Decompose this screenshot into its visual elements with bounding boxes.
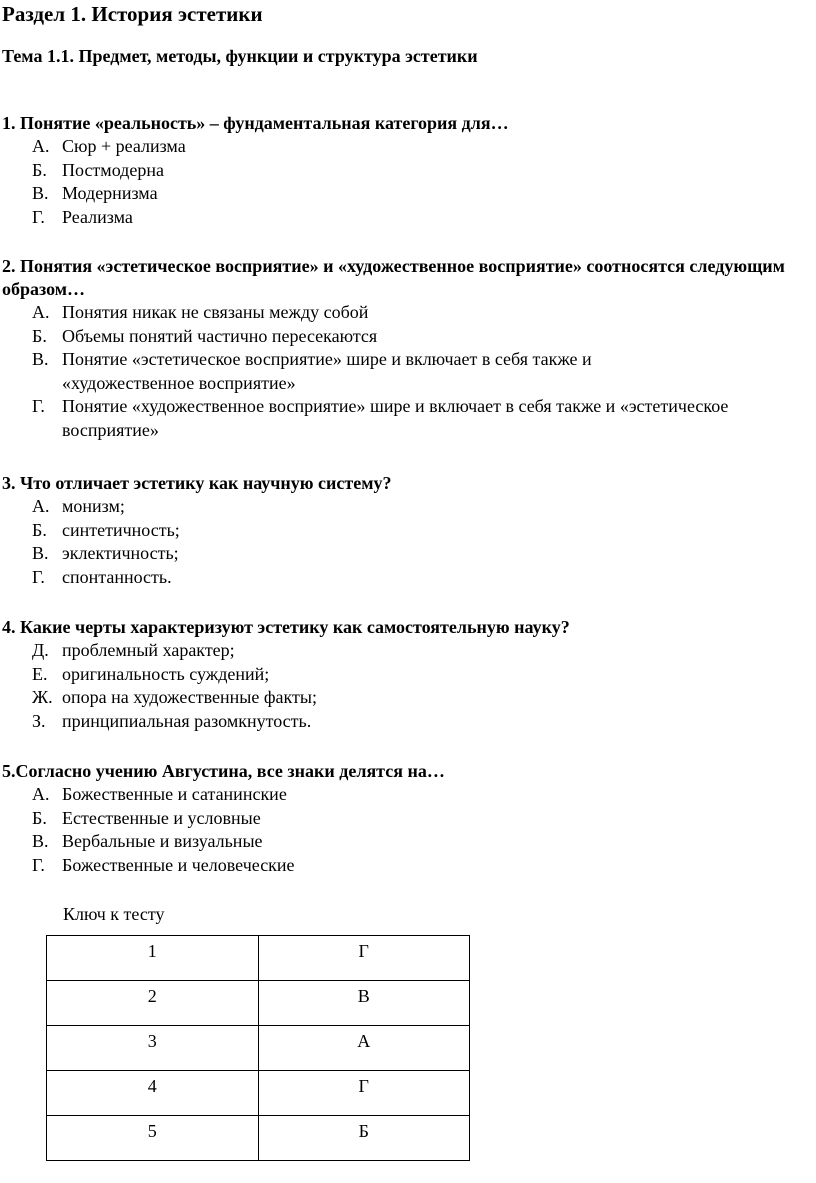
option-letter: А. [32, 136, 50, 156]
question-text: 1. Понятие «реальность» – фундаментальная категория для… [2, 113, 509, 133]
option-letter: Б. [32, 519, 47, 540]
option [2, 348, 702, 395]
option-letter: Д. [32, 640, 49, 660]
question-4 [2, 616, 802, 733]
option [2, 663, 802, 687]
option-letter: Ж. [32, 687, 53, 708]
option-letter: Е. [32, 663, 48, 684]
table-row [47, 981, 470, 1026]
options-list [2, 783, 802, 877]
question-text: 3. Что отличает эстетику как научную систему? [2, 473, 392, 493]
option-letter: Г. [32, 396, 45, 417]
question-text: 2. Понятия «эстетическое восприятие» и «художественное восприятие» соотносятся следующим образом… [2, 256, 785, 299]
option [2, 854, 802, 878]
option-letter: А. [32, 302, 50, 322]
option-letter: Г. [32, 566, 45, 587]
question-3 [2, 472, 802, 589]
answer-cell: А [258, 1026, 470, 1071]
options-list [2, 639, 802, 733]
option-letter: Б. [32, 807, 47, 828]
option-text: Модернизма [62, 183, 158, 204]
option-text: Объемы понятий частично пересекаются [62, 325, 378, 346]
option-letter: В. [32, 349, 49, 370]
option-text: Понятия никак не связаны между собой [62, 302, 369, 322]
question-2 [2, 255, 802, 443]
table-row [47, 1071, 470, 1116]
option-text: оригинальность суждений; [62, 663, 270, 684]
option [2, 159, 802, 183]
option-text: спонтанность. [62, 566, 172, 587]
option [2, 495, 802, 519]
option-text: Естественные и условные [62, 807, 261, 828]
option-text: Понятие «художественное восприятие» шире и включает в себя также и «эстетическое восприятие» [62, 396, 729, 440]
option-text: синтетичность; [62, 519, 180, 540]
option-text: Божественные и человеческие [62, 854, 295, 875]
answer-cell: Г [258, 936, 470, 981]
question-number-cell: 3 [47, 1026, 259, 1071]
section-title: Раздел 1. История эстетики [2, 2, 263, 26]
question-1 [2, 112, 802, 229]
option [2, 830, 802, 854]
answer-cell: Г [258, 1071, 470, 1116]
answer-cell: Б [258, 1116, 470, 1161]
option [2, 301, 802, 325]
question-number-cell: 2 [47, 981, 259, 1026]
option [2, 182, 802, 206]
question-number-cell: 1 [47, 936, 259, 981]
question-number-cell: 4 [47, 1071, 259, 1116]
option-letter: Г. [32, 854, 45, 875]
option-letter: В. [32, 183, 49, 204]
question-text: 4. Какие черты характеризуют эстетику как самостоятельную науку? [2, 617, 570, 637]
options-list [2, 135, 802, 229]
question-5 [2, 760, 802, 877]
option-letter: В. [32, 543, 49, 564]
option [2, 783, 802, 807]
option [2, 639, 802, 663]
options-list [2, 301, 802, 443]
answer-key-table [46, 935, 470, 1161]
option-letter: З. [32, 710, 46, 731]
option-text: эклектичность; [62, 543, 179, 564]
option-text: Божественные и сатанинские [62, 784, 287, 804]
option-text: принципиальная разомкнутость. [62, 710, 312, 731]
question-text: 5.Согласно учению Августина, все знаки делятся на… [2, 761, 445, 781]
option [2, 686, 802, 710]
option-letter: А. [32, 496, 50, 516]
option-letter: Б. [32, 159, 47, 180]
option [2, 519, 802, 543]
table-row [47, 1026, 470, 1071]
option-letter: А. [32, 784, 50, 804]
option-text: Понятие «эстетическое восприятие» шире и включает в себя также и «художественное восприятие» [62, 349, 592, 393]
option-text: Сюр + реализма [62, 136, 186, 156]
options-list [2, 495, 802, 589]
table-row [47, 1116, 470, 1161]
answer-key-caption: Ключ к тесту [63, 904, 165, 924]
table-row [47, 936, 470, 981]
answer-cell: В [258, 981, 470, 1026]
option-text: монизм; [62, 496, 125, 516]
option [2, 807, 802, 831]
question-number-cell: 5 [47, 1116, 259, 1161]
option [2, 566, 802, 590]
option [2, 325, 802, 349]
option [2, 542, 802, 566]
option-text: Постмодерна [62, 159, 164, 180]
option [2, 395, 732, 442]
option-text: опора на художественные факты; [62, 687, 317, 708]
option-letter: Б. [32, 325, 47, 346]
option-text: проблемный характер; [62, 640, 235, 660]
topic-title: Тема 1.1. Предмет, методы, функции и структура эстетики [2, 46, 478, 66]
option [2, 135, 802, 159]
option-text: Вербальные и визуальные [62, 831, 263, 852]
option [2, 710, 802, 734]
option-letter: Г. [32, 206, 45, 227]
option-letter: В. [32, 831, 49, 852]
option [2, 206, 802, 230]
option-text: Реализма [62, 206, 133, 227]
